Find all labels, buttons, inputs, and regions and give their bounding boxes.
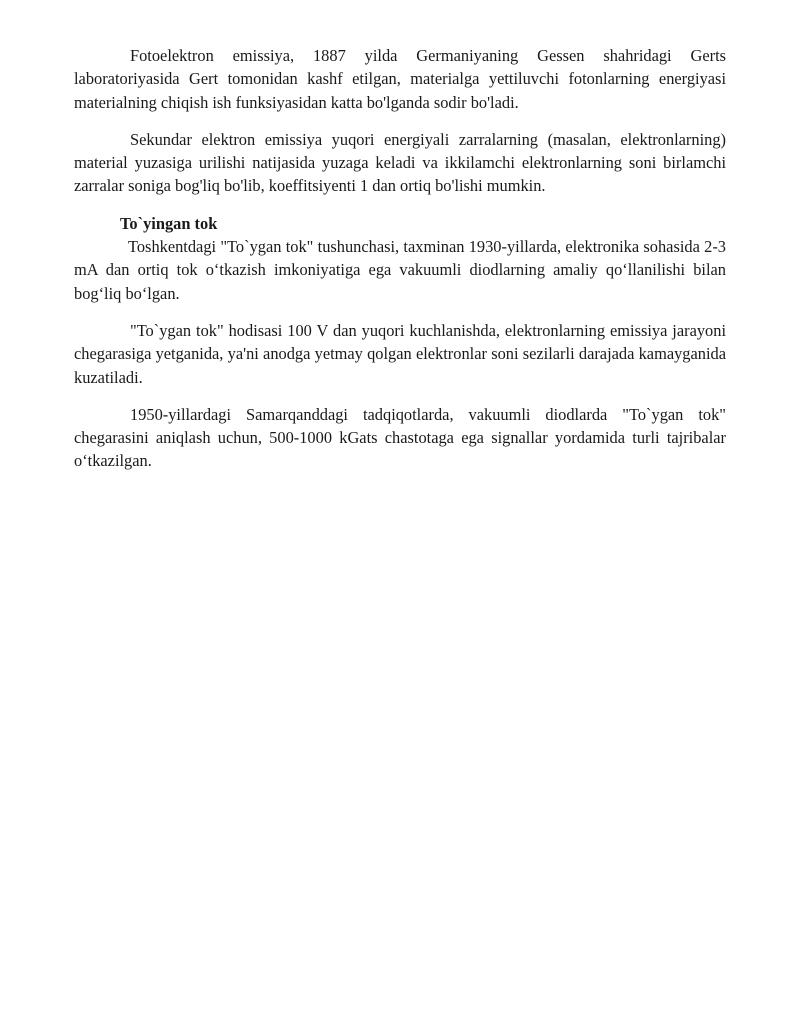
paragraph-saturation-current-phenomenon: "To`ygan tok" hodisasi 100 V dan yuqori kuchlanishda, elektronlarning emissiya jarayoni chegarasiga yetganida, ya'ni anodga yetmay qolgan elektronlar soni sezilarli darajada kamayganida kuzatiladi. (74, 320, 726, 387)
paragraph-saturation-current-research: 1950-yillardagi Samarqanddagi tadqiqotlarda, vakuumli diodlarda "To`ygan tok" chegarasini aniqlash uchun, 500-1000 kGats chastotaga ega signallar yordamida turli tajribalar o‘tkazilgan. (74, 404, 726, 471)
paragraph-photoelectron-emission: Fotoelektron emissiya, 1887 yilda Germaniyaning Gessen shahridagi Gerts laboratoriyasida Gert tomonidan kashf etilgan, materialga yettiluvchi fotonlarning energiyasi materialning chiqish ish funksiyasidan katta bo'lganda sodir bo'ladi. (74, 46, 726, 112)
section-heading: To`yingan tok (120, 213, 218, 233)
paragraph-saturation-current-history: Toshkentdagi "To`ygan tok" tushunchasi, taxminan 1930-yillarda, elektronika sohasida 2-3 mA dan ortiq tok o‘tkazish imkoniyatiga ega vakuumli diodlarning amaliy qo‘llanilishi bilan bog‘liq bo‘lgan. (74, 237, 726, 303)
document-page (74, 44, 726, 473)
paragraph-secondary-emission: Sekundar elektron emissiya yuqori energiyali zarralarning (masalan, elektronlarning) material yuzasiga urilishi natijasida yuzaga keladi va ikkilamchi elektronlarning soni birlamchi zarralar soniga bog'liq bo'lib, koeffitsiyenti 1 dan ortiq bo'lishi mumkin. (74, 129, 726, 196)
